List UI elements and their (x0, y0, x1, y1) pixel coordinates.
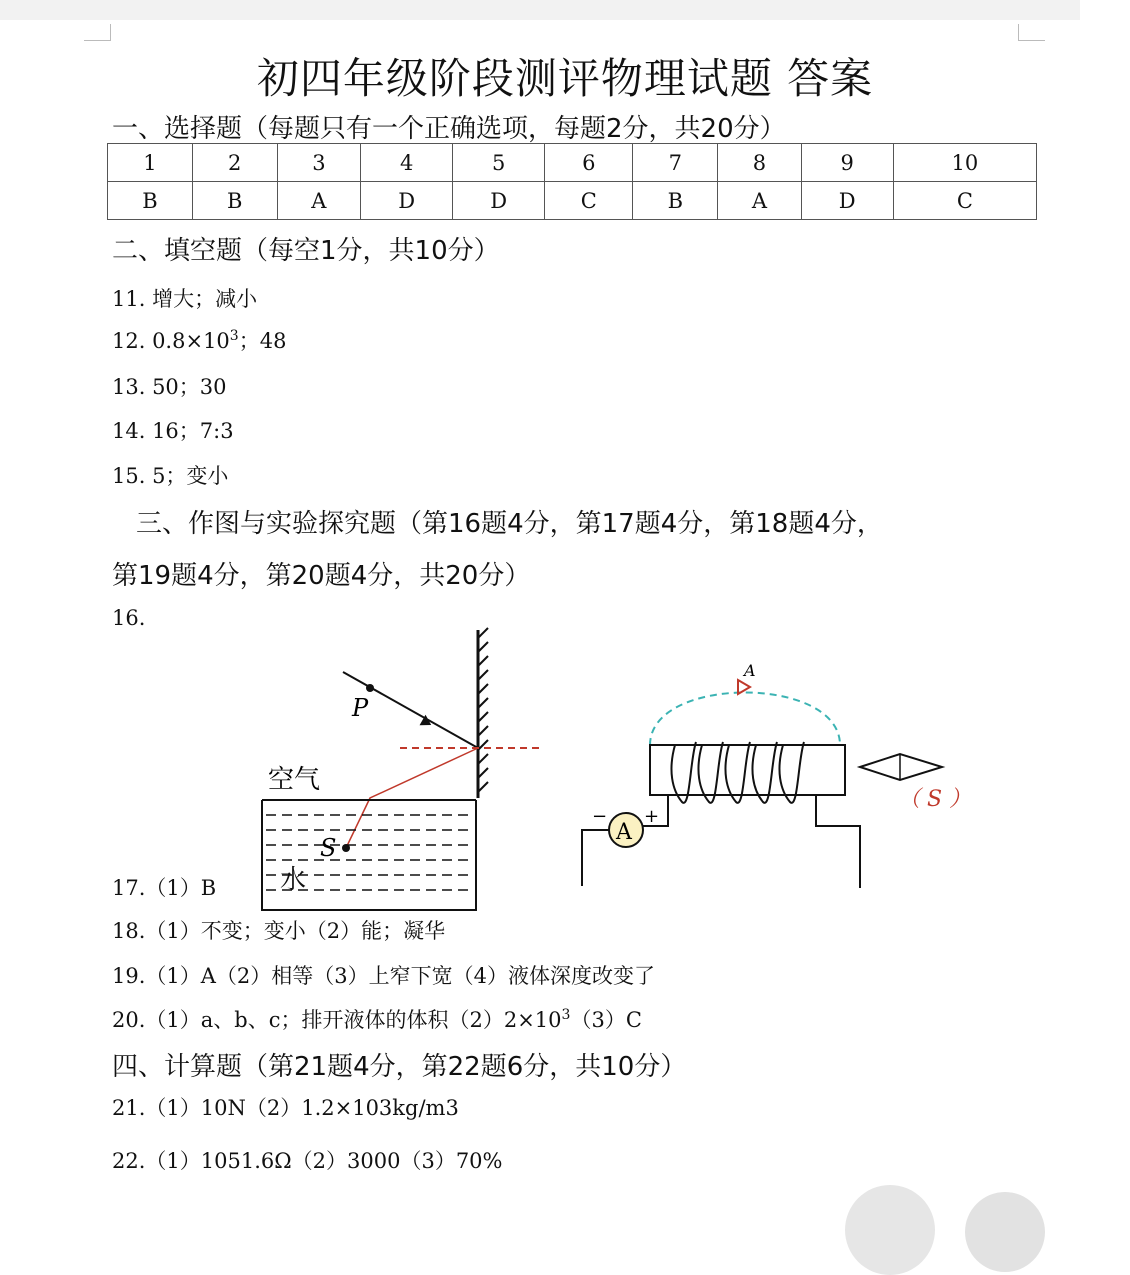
section-calc-heading: 四、计算题（第21题4分，第22题6分，共10分） (112, 1052, 687, 1082)
answer-17: 17.（1）B (112, 876, 217, 900)
table-cell-answer: C (545, 182, 633, 220)
document-title: 初四年级阶段测评物理试题 答案 (256, 54, 874, 103)
compass-needle (860, 754, 942, 780)
answer-21: 21.（1）10N（2）1.2×103kg/m3 (112, 1096, 459, 1120)
table-cell-number: 4 (361, 144, 453, 182)
table-cell-number: 5 (453, 144, 545, 182)
overlay-button-right[interactable] (965, 1192, 1045, 1272)
table-cell-number: 3 (277, 144, 360, 182)
label-minus: − (592, 806, 608, 827)
answer-12 (112, 325, 286, 355)
solenoid-coils (671, 742, 804, 803)
point-P (366, 684, 374, 692)
answer-14: 14. 16；7:3 (112, 419, 234, 443)
wire-ammeter-left (582, 830, 610, 886)
answer-11: 11. 增大；减小 (112, 287, 258, 311)
answer-16-label: 16. (112, 606, 146, 630)
table-cell-number: 2 (192, 144, 277, 182)
page-corner-mark-left (84, 24, 111, 41)
table-cell-answer: B (108, 182, 193, 220)
label-ammeter: A (616, 820, 632, 845)
table-cell-answer: A (277, 182, 360, 220)
table-cell-number: 6 (545, 144, 633, 182)
label-pole: （ S ） (898, 787, 972, 812)
answer-22: 22.（1）1051.6Ω（2）3000（3）70% (112, 1149, 503, 1173)
table-cell-answer: D (361, 182, 453, 220)
answer-15: 15. 5；变小 (112, 464, 229, 488)
table-cell-answer: A (718, 182, 801, 220)
answer-13: 13. 50；30 (112, 375, 227, 399)
answer-18: 18.（1）不变；变小（2）能；凝华 (112, 919, 446, 943)
choice-answer-table (107, 143, 1037, 220)
label-water: 水 (280, 865, 307, 895)
label-field-A: A (744, 661, 756, 680)
answer-12-base: 12. 0.8×10 (112, 329, 230, 353)
answer-12-exponent: 3 (229, 328, 239, 344)
answer-20 (112, 1004, 642, 1034)
label-plus: + (644, 806, 660, 827)
answer-19: 19.（1）A（2）相等（3）上窄下宽（4）液体深度改变了 (112, 964, 656, 988)
wire-right (816, 796, 860, 888)
table-row-answers (108, 182, 1037, 220)
table-cell-answer: C (893, 182, 1036, 220)
answer-20-rest: （3）C (570, 1008, 642, 1032)
label-S: S (320, 834, 337, 862)
top-bar (0, 0, 1080, 20)
section-fill-heading: 二、填空题（每空1分，共10分） (112, 236, 500, 266)
section-experiment-heading-line2: 第19题4分，第20题4分，共20分） (112, 561, 531, 591)
magnetic-field-line (650, 693, 840, 746)
table-cell-answer: D (801, 182, 893, 220)
table-cell-number: 7 (633, 144, 718, 182)
answer-20-text: 20.（1）a、b、c；排开液体的体积（2）2×10 (112, 1008, 562, 1032)
answer-12-rest: ；48 (238, 329, 287, 353)
table-row-numbers (108, 144, 1037, 182)
refracted-ray (346, 748, 478, 848)
label-P: P (352, 694, 369, 722)
answer-20-exponent: 3 (561, 1007, 571, 1023)
page-corner-mark-right (1018, 24, 1045, 41)
label-air: 空气 (268, 765, 321, 795)
table-cell-number: 1 (108, 144, 193, 182)
table-cell-number: 10 (893, 144, 1036, 182)
answer-16-figure (250, 620, 972, 920)
table-cell-answer: D (453, 182, 545, 220)
table-cell-number: 9 (801, 144, 893, 182)
overlay-button-left[interactable] (845, 1185, 935, 1275)
table-cell-answer: B (633, 182, 718, 220)
table-cell-answer: B (192, 182, 277, 220)
table-cell-number: 8 (718, 144, 801, 182)
section-choice-heading: 一、选择题（每题只有一个正确选项，每题2分，共20分） (112, 114, 786, 144)
section-experiment-heading-line1: 三、作图与实验探究题（第16题4分，第17题4分，第18题4分， (136, 509, 883, 539)
